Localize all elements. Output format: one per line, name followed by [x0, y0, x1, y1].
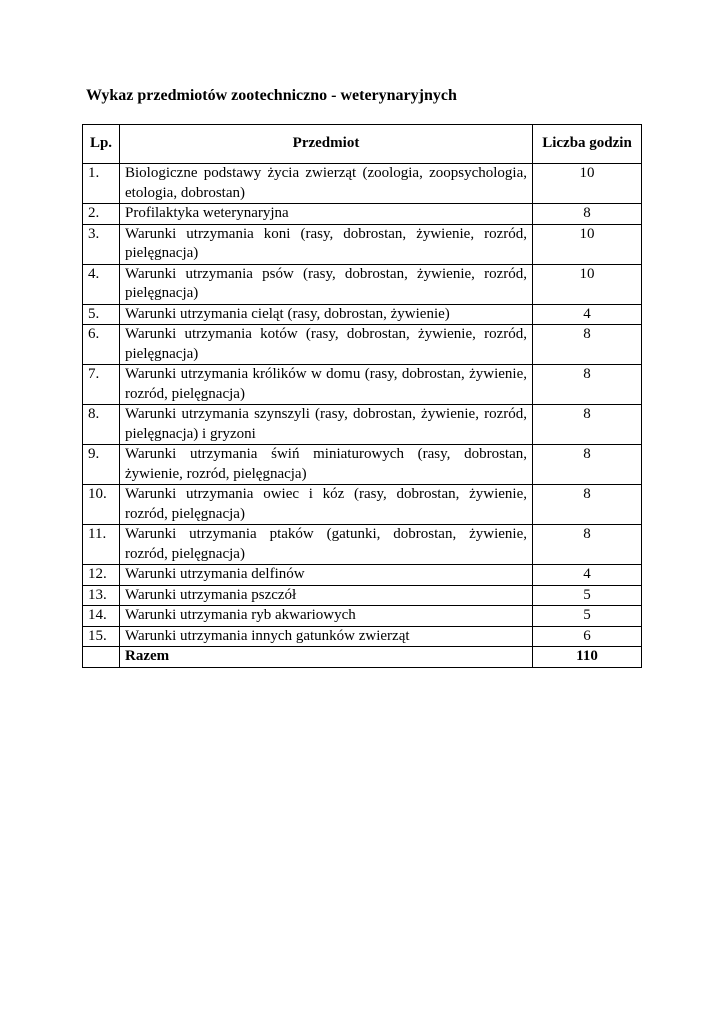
subject-name: Warunki utrzymania delfinów [120, 565, 533, 586]
hours-value: 8 [533, 365, 642, 405]
row-number: 11. [83, 525, 120, 565]
hours-value: 4 [533, 565, 642, 586]
row-number: 3. [83, 224, 120, 264]
header-hours: Liczba godzin [533, 125, 642, 164]
row-number: 7. [83, 365, 120, 405]
row-number: 1. [83, 164, 120, 204]
hours-value: 5 [533, 606, 642, 627]
hours-value: 10 [533, 164, 642, 204]
subject-name: Warunki utrzymania pszczół [120, 585, 533, 606]
table-body [83, 164, 642, 668]
hours-value: 6 [533, 626, 642, 647]
subject-name: Profilaktyka weterynaryjna [120, 204, 533, 225]
hours-value: 8 [533, 525, 642, 565]
table-row [83, 525, 642, 565]
table-row [83, 585, 642, 606]
table-row [83, 224, 642, 264]
row-number: 13. [83, 585, 120, 606]
row-number: 12. [83, 565, 120, 586]
table-header-row [83, 125, 642, 164]
table-row [83, 445, 642, 485]
hours-value: 8 [533, 405, 642, 445]
row-number: 2. [83, 204, 120, 225]
table-row [83, 365, 642, 405]
subject-name: Warunki utrzymania kotów (rasy, dobrostan, żywienie, rozród, pielęgnacja) [120, 325, 533, 365]
hours-value: 5 [533, 585, 642, 606]
header-lp: Lp. [83, 125, 120, 164]
hours-value: 8 [533, 325, 642, 365]
row-number: 14. [83, 606, 120, 627]
table-row [83, 264, 642, 304]
subject-name: Warunki utrzymania szynszyli (rasy, dobrostan, żywienie, rozród, pielęgnacja) i gryzoni [120, 405, 533, 445]
table-row [83, 405, 642, 445]
subject-name: Warunki utrzymania koni (rasy, dobrostan, żywienie, rozród, pielęgnacja) [120, 224, 533, 264]
subject-name: Warunki utrzymania psów (rasy, dobrostan, żywienie, rozród, pielęgnacja) [120, 264, 533, 304]
table-row [83, 565, 642, 586]
table-row [83, 204, 642, 225]
subject-name: Warunki utrzymania ryb akwariowych [120, 606, 533, 627]
subject-name: Warunki utrzymania cieląt (rasy, dobrostan, żywienie) [120, 304, 533, 325]
total-row [83, 647, 642, 668]
subject-name: Warunki utrzymania świń miniaturowych (rasy, dobrostan, żywienie, rozród, pielęgnacja) [120, 445, 533, 485]
hours-value: 10 [533, 224, 642, 264]
table-row [83, 626, 642, 647]
subject-name: Warunki utrzymania innych gatunków zwierząt [120, 626, 533, 647]
hours-value: 8 [533, 204, 642, 225]
table-row [83, 606, 642, 627]
table-row [83, 485, 642, 525]
subject-name: Biologiczne podstawy życia zwierząt (zoologia, zoopsychologia, etologia, dobrostan) [120, 164, 533, 204]
subject-name: Warunki utrzymania ptaków (gatunki, dobrostan, żywienie, rozród, pielęgnacja) [120, 525, 533, 565]
hours-value: 4 [533, 304, 642, 325]
row-number: 6. [83, 325, 120, 365]
page-title: Wykaz przedmiotów zootechniczno - weterynaryjnych [86, 87, 457, 104]
total-label: Razem [120, 647, 533, 668]
row-number: 4. [83, 264, 120, 304]
row-number: 15. [83, 626, 120, 647]
row-number: 10. [83, 485, 120, 525]
subject-name: Warunki utrzymania owiec i kóz (rasy, dobrostan, żywienie, rozród, pielęgnacja) [120, 485, 533, 525]
subject-name: Warunki utrzymania królików w domu (rasy, dobrostan, żywienie, rozród, pielęgnacja) [120, 365, 533, 405]
table-row [83, 325, 642, 365]
total-hours: 110 [533, 647, 642, 668]
header-subject: Przedmiot [120, 125, 533, 164]
table-row [83, 304, 642, 325]
total-lp [83, 647, 120, 668]
table-row [83, 164, 642, 204]
hours-value: 8 [533, 445, 642, 485]
hours-value: 10 [533, 264, 642, 304]
row-number: 8. [83, 405, 120, 445]
row-number: 9. [83, 445, 120, 485]
row-number: 5. [83, 304, 120, 325]
hours-value: 8 [533, 485, 642, 525]
subjects-table [82, 124, 642, 668]
